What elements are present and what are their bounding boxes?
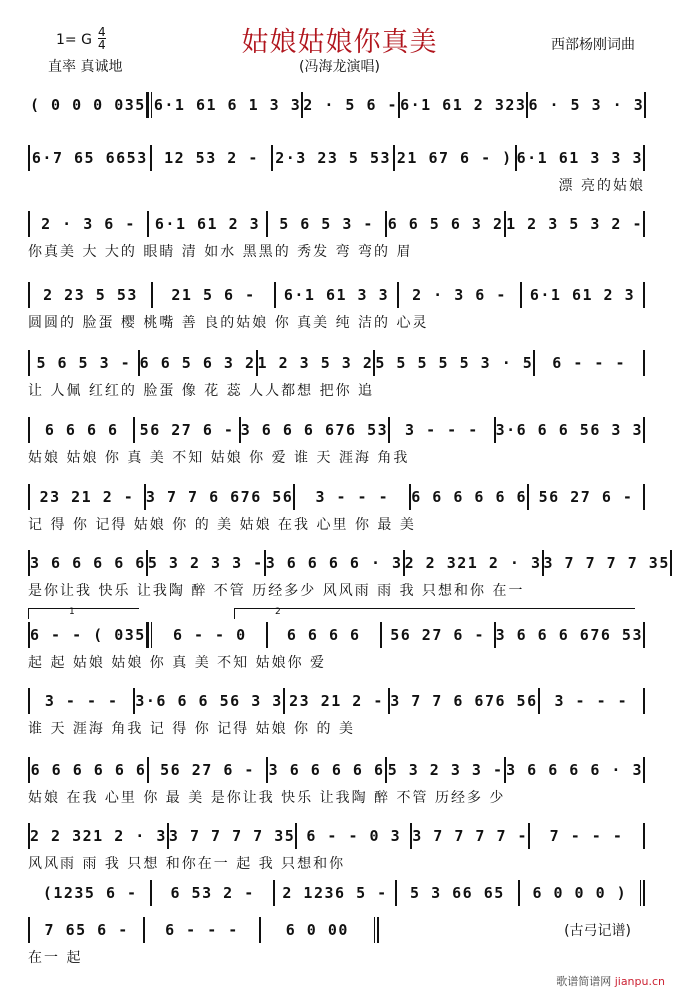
measure: 12 53 2 - [164,149,259,167]
measure: 2 23 5 53 [43,286,138,304]
notation-line [28,417,645,443]
measure: 56 27 6 - [139,421,235,439]
credits: 西部杨刚词曲 [551,37,635,53]
measure: 6·1 61 3 3 [283,286,390,304]
measure: 5 6 5 3 - [36,354,132,372]
lyrics-line: 谁 天 涯海 角我 记 得 你 记得 姑娘 你 的 美 [28,721,355,737]
notation-line [28,823,645,849]
barline [374,917,379,943]
watermark-site: 歌谱简谱网 [556,975,612,988]
notation-line [28,282,645,308]
measure: 6·1 61 2 3 [529,286,636,304]
measure: 3 7 7 7 7 35 [168,827,296,845]
measure: 5 6 5 3 - [279,215,374,233]
time-signature-denominator: 4 [98,38,106,52]
measure: 6 - - - [552,354,627,372]
measure: 3·6 6 6 56 3 3 [495,421,643,439]
measure: 6 0 00 [285,921,349,939]
notation-line [28,688,645,714]
notation-line [28,350,645,376]
measure: 3 6 6 6 6 6 [268,761,385,779]
measure: 1 2 3 5 3 2 [257,354,374,372]
barline [643,282,645,308]
measure: 6 - - 0 3 [306,827,402,845]
barline [146,92,154,118]
notation-line [28,917,379,943]
lyrics-line: 姑娘 姑娘 你 真 美 不知 姑娘 你 爱 谁 天 涯海 角我 [28,450,410,466]
volta-first-label: 1 [69,607,75,617]
barline [643,688,645,714]
measure: 7 65 6 - [44,921,129,939]
measure: 3 7 7 6 676 56 [390,692,538,710]
key-signature: 1= G [56,32,92,48]
lyrics-line: 记 得 你 记得 姑娘 你 的 美 姑娘 在我 心里 你 最 美 [28,517,416,533]
measure: 2 2 321 2 · 3 [30,827,167,845]
barline [146,622,154,648]
measure: 3 - - - [554,692,629,710]
notation-line [28,145,645,171]
measure: 1 2 3 5 3 2 - [506,215,644,233]
notation-line [28,880,645,906]
time-signature [98,26,106,51]
notation-line [28,550,670,576]
measure: 23 21 2 - [289,692,384,710]
measure: 56 27 6 - [390,626,485,644]
measure: 6 · 5 3 · 3 [528,96,645,114]
measure: 3 6 6 6 676 53 [240,421,389,439]
measure: 6 - - ( 035 [30,626,146,644]
lyrics-line: 是你让我 快乐 让我陶 醉 不管 历经多少 风风雨 雨 我 只想和你 在一 [28,583,525,599]
measure: 6 - - 0 [172,626,247,644]
measure: 3 6 6 6 6 · 3 [265,554,403,572]
lyrics-line: 你真美 大 大的 眼睛 清 如水 黑黑的 秀发 弯 弯的 眉 [28,244,413,260]
volta-second [234,608,635,619]
measure: 5 3 2 3 3 - [387,761,504,779]
barline [643,823,645,849]
measure: 23 21 2 - [39,488,135,506]
volta-first [28,608,139,619]
measure: 6 0 0 0 ) [532,884,628,902]
barline [670,550,672,576]
measure: 2 · 3 6 - [412,286,507,304]
measure: 5 3 2 3 3 - [147,554,264,572]
barline [643,484,645,510]
measure: 5 3 66 65 [410,884,505,902]
measure: 3 - - - [44,692,119,710]
notation-line [28,484,645,510]
time-signature-numerator: 4 [98,25,106,39]
measure: 21 5 6 - [171,286,256,304]
measure: 3 6 6 6 6 · 3 [506,761,644,779]
lyrics-line: 姑娘 在我 心里 你 最 美 是你让我 快乐 让我陶 醉 不管 历经多 少 [28,790,506,806]
barline [643,350,645,376]
barline [640,880,645,906]
barline [643,622,645,648]
measure: 2 · 3 6 - [41,215,136,233]
measure: 3 7 7 6 676 56 [145,488,294,506]
measure: 3 6 6 6 6 6 [30,554,146,572]
measure: 5 5 5 5 5 3 · 5 [375,354,534,372]
measure: (1235 6 - [42,884,138,902]
measure: 21 67 6 - ) [396,149,513,167]
measure: 6 6 6 6 [44,421,119,439]
barline [643,211,645,237]
barline [643,757,645,783]
lyrics-line: 让 人佩 红红的 脸蛋 像 花 蕊 人人都想 把你 追 [28,383,375,399]
measure: 2 · 5 6 - [303,96,399,114]
measure: 6 53 2 - [170,884,255,902]
measure: 3·6 6 6 56 3 3 [135,692,283,710]
measure: 6 6 6 6 6 6 [30,761,147,779]
barline [643,417,645,443]
measure: 6 6 5 6 3 2 [139,354,256,372]
measure: 3 - - - [405,421,479,439]
lyrics-line: 起 起 姑娘 姑娘 你 真 美 不知 姑娘你 爱 [28,655,327,671]
volta-second-label: 2 [275,607,281,617]
notation-line [28,622,645,648]
measure: 6 6 6 6 6 6 [411,488,528,506]
singer: (冯海龙演唱) [299,59,380,75]
measure: 6 - - - [165,921,239,939]
source-note: (古弓记谱) [564,923,631,939]
measure: 6·1 61 6 1 3 3 [153,96,302,114]
measure: 3 6 6 6 676 53 [495,626,643,644]
lyrics-line [28,122,645,144]
measure: 3 7 7 7 7 - [412,827,529,845]
watermark [556,973,665,989]
tempo-marking: 直率 真诚地 [48,59,123,75]
measure: 56 27 6 - [160,761,255,779]
song-title: 姑娘姑娘你真美 [241,27,438,58]
measure: 3 7 7 7 7 35 [543,554,670,572]
measure: 6·7 65 6653 [31,149,148,167]
barline [643,145,645,171]
lyrics-line: 圆圆的 脸蛋 樱 桃嘴 善 良的姑娘 你 真美 纯 洁的 心灵 [28,315,429,331]
measure: 3 - - - [315,488,390,506]
measure: 56 27 6 - [538,488,634,506]
measure: 2 2 321 2 · 3 [404,554,542,572]
lyrics-line: 在一 起 [28,950,83,966]
notation-line [28,757,645,783]
barline [644,92,646,118]
notation-line [28,211,645,237]
measure: 2 1236 5 - [282,884,388,902]
measure: 6·1 61 2 3 [154,215,261,233]
measure: 6·1 61 2 323 [400,96,527,114]
notation-line [28,92,645,118]
measure: 6·1 61 3 3 3 [516,149,643,167]
measure: 6 6 6 6 [286,626,361,644]
measure: 2·3 23 5 53 [275,149,392,167]
lyrics-line: 漂 亮的姑娘 [558,178,645,194]
lyrics-line: 风风雨 雨 我 只想 和你在一 起 我 只想和你 [28,856,346,872]
measure: ( 0 0 0 035 [30,96,146,114]
watermark-url: jianpu.cn [614,975,665,988]
measure: 6 6 5 6 3 2 [387,215,504,233]
measure: 7 - - - [549,827,624,845]
